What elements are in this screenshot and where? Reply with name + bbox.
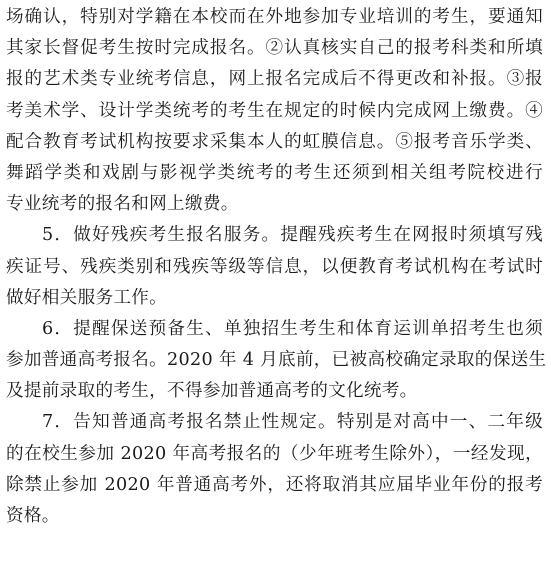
text-line: 除禁止参加 2020 年普通高考外，还将取消其应届毕业年份的报考 [6,474,543,495]
text-line: 资格。 [6,506,60,526]
text-line: 疾证号、残疾类别和残疾等级等信息，以便教育考试机构在考试时 [6,256,543,277]
text-line: 报的艺术类专业统考信息，网上报名完成后不得更改和补报。③报 [6,69,543,90]
text-line: 专业统考的报名和网上缴费。 [6,194,239,215]
text-line: 配合教育考试机构按要求采集本人的虹膜信息。⑤报考音乐学类、 [6,131,543,152]
text-line: 及提前录取的考生，不得参加普通高考的文化统考。 [6,381,418,402]
text-line: 的在校生参加 2020 年高考报名的（少年班考生除外），一经发现， [6,443,543,464]
paragraph-prohibited-registration [6,407,543,532]
text-line: 场确认，特别对学籍在本校而在外地参加专业培训的考生，要通知 [6,7,543,27]
text-line: 7．告知普通高考报名禁止性规定。特别是对高中一、二年级 [42,412,543,433]
paragraph-disabled-candidates [6,220,543,314]
paragraph-registration-requirements [6,2,543,220]
text-line: 做好相关服务工作。 [6,287,168,308]
text-line: 6．提醒保送预备生、单独招生考生和体育运训单招考生也须 [42,318,543,339]
text-line: 参加普通高考报名。2020 年 4 月底前，已被高校确定录取的保送生 [6,350,547,371]
text-line: 其家长督促考生按时完成报名。②认真核实自己的报考科类和所填 [6,38,543,59]
paragraph-recommended-students [6,314,547,408]
text-line: 舞蹈学类和戏剧与影视学类统考的考生还须到相关组考院校进行 [6,162,543,183]
text-line: 考美术学、设计学类统考的考生在规定的时候内完成网上缴费。④ [6,100,543,121]
text-line: 5．做好残疾考生报名服务。提醒残疾考生在网报时须填写残 [42,225,543,246]
